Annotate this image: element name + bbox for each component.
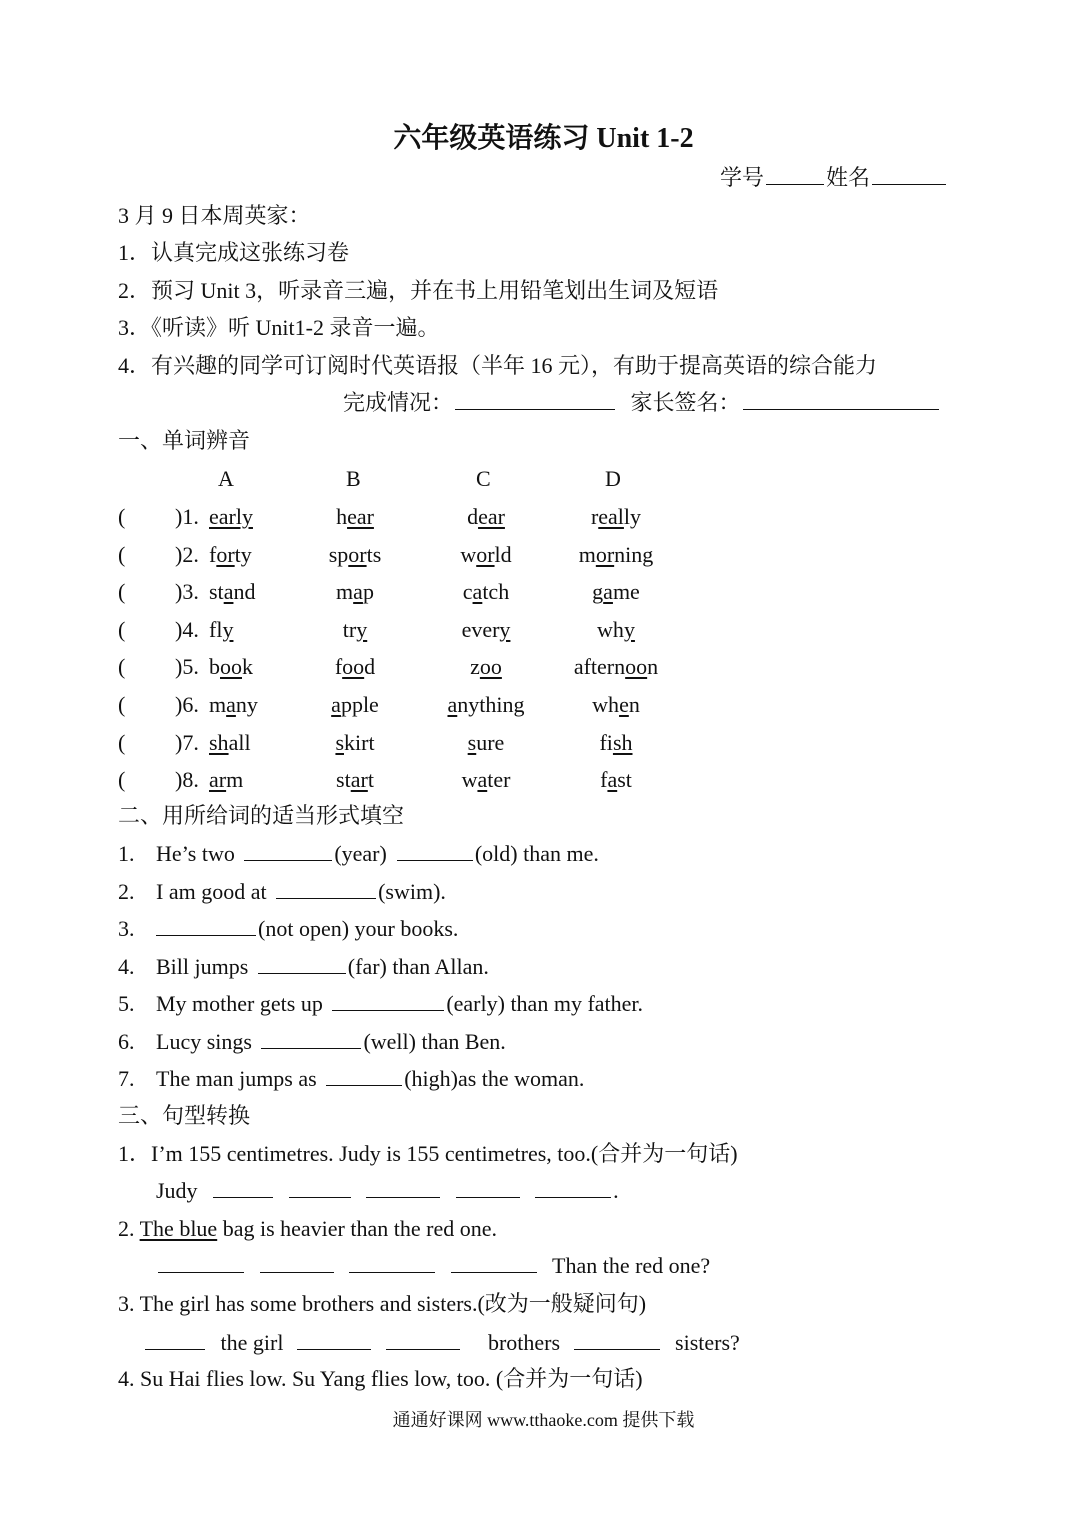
homework-item: 2．预习 Unit 3，听录音三遍，并在书上用铅笔划出生词及短语 [118,278,719,303]
underlined-letters: oo [625,654,648,680]
question-number: )5. [175,654,199,680]
item-number: 2. [118,878,135,904]
word-option-d: fast [600,767,632,793]
underlined-letters: sh [612,729,633,755]
hint-text: (early) than my father. [446,991,644,1016]
word-option-c: anything [447,692,525,717]
word-option-b: sports [328,541,382,567]
answer-paren[interactable]: ( [118,692,126,717]
word-option-b: start [336,767,374,793]
question-number: )7. [175,729,199,755]
underlined-letters: y [499,616,511,642]
item-number: 4. [118,953,135,979]
question-number: )6. [175,692,199,717]
word-option-b: skirt [335,729,375,755]
underlined-letters: a [447,692,458,717]
word-option-d: morning [578,541,654,567]
underlined-letters: a [472,579,483,605]
word-option-a: fly [209,616,234,642]
underlined-letters: sh [209,729,229,755]
word-option-d: fish [599,729,633,755]
fill-item [156,991,643,1017]
page-title: 六年级英语练习 Unit 1-2 [393,123,694,154]
word-option-b: hear [336,504,374,529]
underlined-letters: a [331,692,341,717]
answer-blank[interactable] [260,1254,334,1273]
underlined-letters: y [623,616,635,642]
underlined-letters: or [476,541,495,567]
answer-paren[interactable]: ( [118,579,126,605]
word-option-c: zoo [470,654,502,680]
question-number: )2. [175,541,199,567]
word-option-d: game [592,579,640,605]
answer-blank[interactable] [297,1331,371,1350]
fill-blank[interactable] [332,992,444,1011]
word-option-d: afternoon [573,654,659,680]
student-id-label: 学号 [720,165,765,190]
answer-blank[interactable] [213,1179,273,1198]
completion-line [343,390,941,416]
section3-title: 三、句型转换 [118,1103,251,1128]
transform-question-3: 3. The girl has some brothers and sisters.(改为一般疑问句) [118,1291,647,1316]
word-option-c: water [461,767,511,793]
underlined-letters: eal [598,504,624,529]
question-number: )4. [175,616,199,642]
homework-item: 1．认真完成这张练习卷 [118,240,350,265]
homework-item: 4．有兴趣的同学可订阅时代英语报（半年 16 元），有助于提高英语的综合能力 [118,353,878,378]
answer-blank[interactable] [349,1254,435,1273]
fill-blank[interactable] [397,842,473,861]
fill-blank[interactable] [261,1030,361,1049]
answer-blank[interactable] [386,1331,460,1350]
fill-blank[interactable] [276,880,376,899]
underlined-letters: oo [220,654,242,680]
hint-text: (old) than me. [474,841,599,866]
word-option-a: stand [209,579,256,605]
underlined-letters: e [619,692,629,717]
item-text: Bill jumps [156,953,254,979]
fill-item [156,916,458,942]
fill-blank[interactable] [258,955,346,974]
answer-blank[interactable] [574,1331,660,1350]
transform-question-2 [118,1216,497,1242]
hint-text: (year) [334,841,387,866]
word-option-d: really [590,504,642,529]
transform-answer-1 [156,1178,619,1204]
question-number: )1. [175,504,199,529]
fill-item [156,954,489,980]
fill-blank[interactable] [244,842,332,861]
completion-status-field[interactable] [455,391,615,410]
underlined-letters: a [477,767,488,793]
underlined-letters: a [603,579,613,605]
word-option-c: sure [467,729,505,755]
item-text: He’s two [156,841,241,866]
fill-blank[interactable] [156,917,256,936]
hint-text: (not open) your books. [258,916,459,941]
underlined-letters: a [226,692,236,717]
underlined-letters: oo [342,654,365,680]
answer-word: brothers [487,1330,561,1355]
underlined-letters: or [348,541,367,567]
underlined-letters: ear [478,504,505,529]
fill-item [156,1029,506,1055]
column-header-d: D [605,466,621,491]
answer-blank[interactable] [451,1254,537,1273]
underlined-letters: or [595,541,615,567]
word-option-b: apple [331,692,379,717]
word-option-a: shall [209,729,251,755]
homework-item: 3．《听读》听 Unit1-2 录音一遍。 [118,315,440,340]
page-footer: 通通好课网 www.tthaoke.com 提供下载 [392,1410,695,1430]
column-header-c: C [476,466,491,491]
question-number: )3. [175,579,199,605]
word-option-a: book [209,654,253,680]
underlined-letters: y [356,616,368,642]
answer-blank[interactable] [535,1179,611,1198]
fill-item [156,841,599,867]
answer-blank[interactable] [158,1254,244,1273]
answer-blank[interactable] [456,1179,520,1198]
answer-start-word: Judy [156,1178,198,1203]
underlined-letters: y [222,616,234,642]
answer-paren[interactable]: ( [118,504,126,529]
underlined-letters: early [209,504,253,529]
question-text: bag is heavier than the red one. [222,1216,497,1241]
item-number: 3. [118,916,135,941]
answer-paren[interactable]: ( [118,767,126,793]
hint-text: (far) than Allan. [347,953,489,979]
word-option-d: when [592,692,640,717]
section1-title: 一、单词辨音 [118,428,251,453]
fill-item [156,1066,584,1092]
parent-signature-field[interactable] [743,391,939,410]
word-option-a: arm [209,767,244,793]
word-option-a: many [209,692,258,717]
student-info [720,165,948,191]
underlined-letters: a [607,767,618,793]
underlined-letters: ar [350,767,368,793]
item-number: 6. [118,1028,135,1054]
answer-word: the girl [220,1330,284,1355]
column-header-a: A [218,466,234,491]
completion-status-label: 完成情况： [343,390,454,415]
transform-question-4: 4. Su Hai flies low. Su Yang flies low, too. (合并为一句话) [118,1366,643,1391]
answer-paren[interactable]: ( [118,541,126,567]
student-id-field[interactable] [766,166,824,185]
answer-blank[interactable] [366,1179,440,1198]
word-option-d: why [597,616,635,642]
item-text: The man jumps as [156,1066,323,1091]
answer-blank[interactable] [145,1331,205,1350]
word-option-b: try [342,616,368,642]
underlined-letters: s [467,729,477,755]
item-number: 5. [118,991,135,1016]
answer-end-text: Than the red one? [552,1253,711,1278]
question-number: )8. [175,767,199,793]
underlined-letters: oo [479,654,502,680]
word-option-c: every [461,616,511,642]
underlined-letters: a [353,579,363,605]
word-option-c: world [460,541,512,567]
parent-signature-label: 家长签名： [630,390,741,415]
answer-end-mark: . [613,1178,619,1203]
hint-text: (swim). [378,878,446,904]
item-text: Lucy sings [156,1028,258,1054]
column-header-b: B [346,466,361,491]
section2-title: 二、用所给词的适当形式填空 [118,803,405,828]
question-number: 2. [118,1216,135,1241]
transform-answer-2 [156,1253,710,1279]
answer-paren[interactable]: ( [118,729,126,755]
hint-text: (well) than Ben. [363,1028,506,1054]
underlined-phrase: The blue [139,1216,218,1241]
answer-paren[interactable]: ( [118,616,126,642]
student-name-field[interactable] [872,166,946,185]
item-number: 1. [118,841,135,866]
fill-item [156,879,446,905]
transform-question-1: 1．I’m 155 centimetres. Judy is 155 centimetres, too.(合并为一句话) [118,1141,738,1166]
item-number: 7. [118,1066,135,1091]
fill-blank[interactable] [326,1067,402,1086]
transform-answer-3 [143,1330,740,1356]
hint-text: (high)as the woman. [404,1066,585,1091]
underlined-letters: ear [347,504,374,529]
item-text: I am good at [156,878,273,904]
word-option-a: forty [209,541,252,567]
underlined-letters: s [335,729,344,755]
word-option-b: food [334,654,376,680]
answer-word: sisters? [675,1330,740,1355]
answer-blank[interactable] [289,1179,351,1198]
underlined-letters: or [216,541,235,567]
homework-heading: 3 月 9 日本周英家： [118,203,311,228]
answer-paren[interactable]: ( [118,654,126,680]
student-name-label: 姓名 [826,165,871,190]
word-option-c: dear [467,504,505,529]
word-option-a [209,504,253,530]
underlined-letters: a [223,579,234,605]
underlined-letters: ar [209,767,227,793]
item-text: My mother gets up [156,991,329,1016]
word-option-c: catch [462,579,510,605]
word-option-b: map [336,579,374,605]
